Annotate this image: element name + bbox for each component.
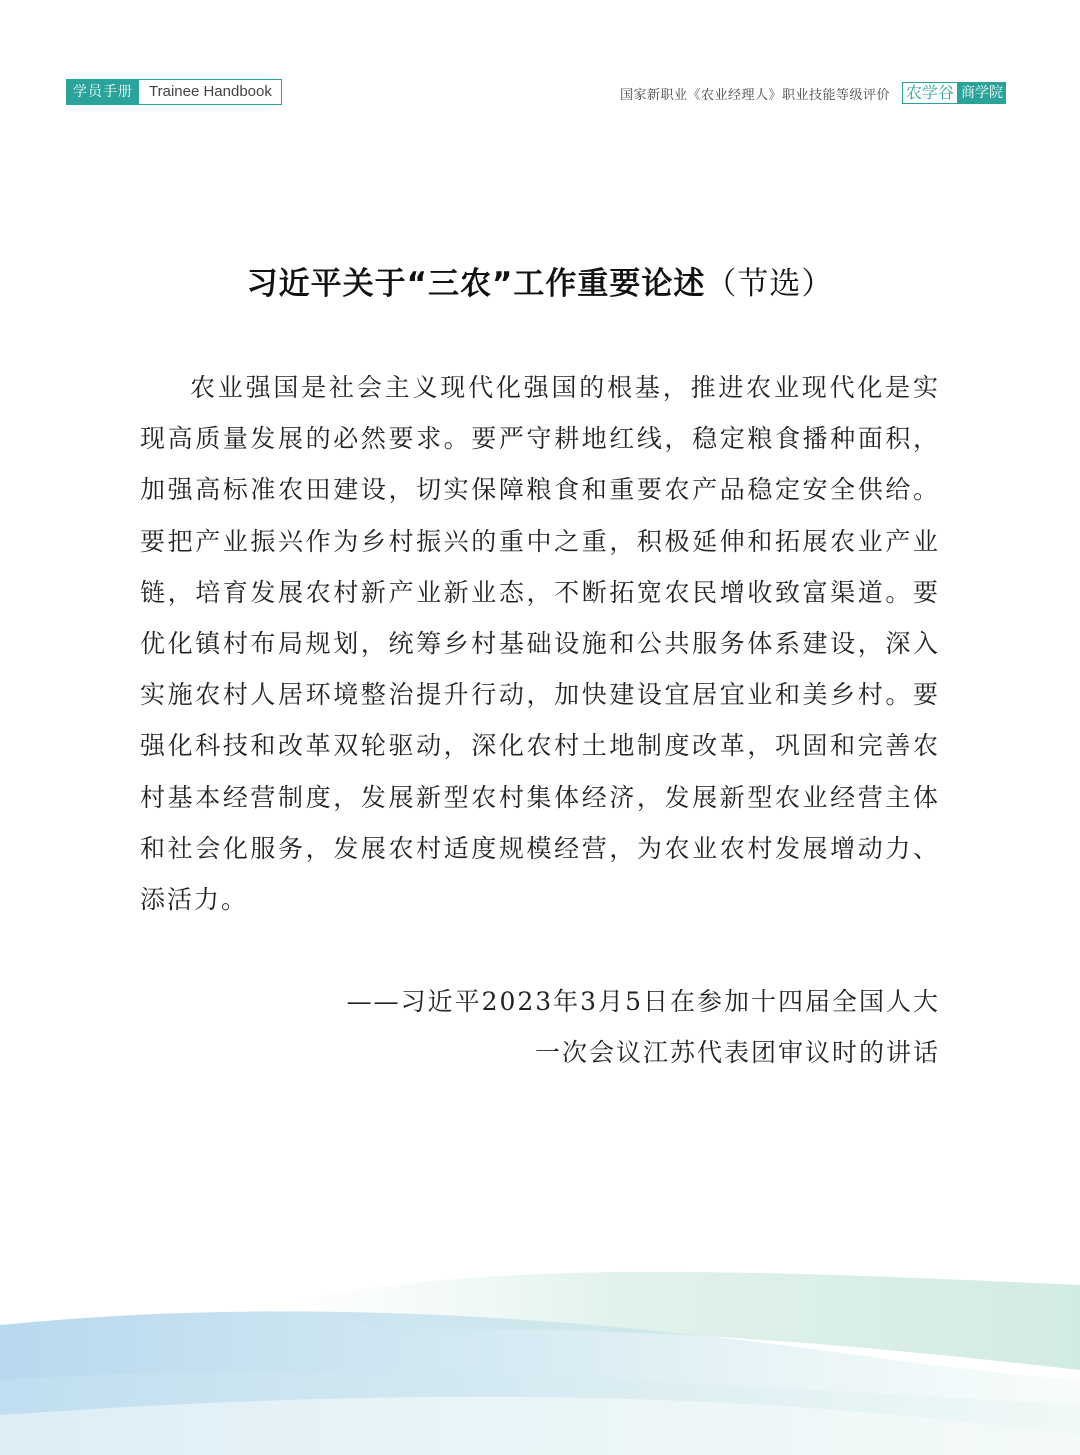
page-title: [0, 258, 1080, 303]
brand-logo-sub: 商学院: [958, 82, 1006, 104]
page-title-suffix: （节选）: [705, 266, 834, 302]
attribution: [140, 976, 940, 1078]
handbook-badge-en: Trainee Handbook: [139, 80, 281, 104]
handbook-badge-cn: 学员手册: [67, 80, 139, 104]
page-title-main: 习近平关于“三农”工作重要论述: [246, 266, 706, 302]
handbook-badge: [66, 79, 282, 105]
brand-logo-main: 农学谷: [902, 82, 958, 104]
attribution-line-1: ——习近平2023年3月5日在参加十四届全国人大: [346, 987, 940, 1016]
header-right: [620, 81, 1006, 105]
article-body: 农业强国是社会主义现代化强国的根基，推进农业现代化是实现高质量发展的必然要求。要严守耕地红线，稳定粮食播种面积，加强高标准农田建设，切实保障粮食和重要农产品稳定安全供给。要把产业振兴作为乡村振兴的重中之重，积极延伸和拓展农业产业链，培育发展农村新产业新业态，不断拓宽农民增收致富渠道。要优化镇村布局规划，统筹乡村基础设施和公共服务体系建设，深入实施农村人居环境整治提升行动，加快建设宜居宜业和美乡村。要强化科技和改革双轮驱动，深化农村土地制度改革，巩固和完善农村基本经营制度，发展新型农村集体经济，发展新型农业经营主体和社会化服务，发展农村适度规模经营，为农业农村发展增动力、添活力。: [140, 373, 940, 915]
attribution-line-2: 一次会议江苏代表团审议时的讲话: [534, 1038, 940, 1067]
decorative-wave-background: [0, 1230, 1080, 1455]
header-subtitle: 国家新职业《农业经理人》职业技能等级评价: [619, 87, 890, 103]
brand-logo: [902, 82, 1006, 104]
